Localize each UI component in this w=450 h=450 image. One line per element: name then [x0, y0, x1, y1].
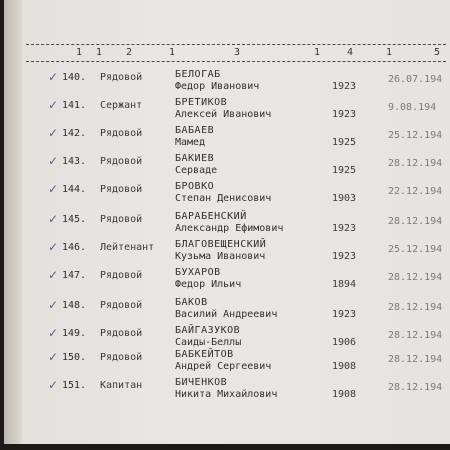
entry-given-name: Степан Денисович [175, 193, 272, 204]
entry-given-name: Никита Михайлович [175, 389, 278, 400]
entry-given-name: Мамед [175, 137, 206, 148]
entry-birth-year: 1923 [332, 223, 357, 234]
entry-rank: Лейтенант [100, 242, 155, 253]
entry-birth-year: 1923 [332, 81, 357, 92]
check-mark-icon: ✓ [48, 126, 59, 140]
entry-given-name: Василий Андреевич [175, 309, 278, 320]
entry-number: 148. [62, 300, 87, 311]
check-mark-icon: ✓ [48, 326, 59, 340]
entry-rank: Рядовой [100, 72, 143, 83]
entry-given-name: Андрей Сергеевич [175, 361, 272, 372]
entry-birth-year: 1908 [332, 389, 357, 400]
column-separator: 1 [386, 47, 393, 58]
entry-rank: Сержант [100, 100, 143, 111]
entry-surname: БАЙГАЗУКОВ [175, 325, 241, 336]
entry-number: 146. [62, 242, 87, 253]
table-row [4, 240, 450, 268]
entry-surname: БАКОВ [175, 297, 208, 308]
register-page [4, 0, 450, 444]
entry-birth-year: 1894 [332, 279, 357, 290]
entry-number: 151. [62, 380, 87, 391]
check-mark-icon: ✓ [48, 154, 59, 168]
entry-given-name: Кузьма Иванович [175, 251, 266, 262]
entry-rank: Рядовой [100, 156, 143, 167]
entry-birth-year: 1903 [332, 193, 357, 204]
entry-number: 141. [62, 100, 87, 111]
entry-date: 26.07.194 [388, 74, 443, 85]
entry-birth-year: 1908 [332, 361, 357, 372]
check-mark-icon: ✓ [48, 70, 59, 84]
table-row [4, 70, 450, 98]
check-mark-icon: ✓ [48, 298, 59, 312]
entry-surname: БАРАБЕНСКИЙ [175, 211, 247, 222]
entry-surname: БАБАЕВ [175, 125, 215, 136]
table-row [4, 182, 450, 210]
column-number-date: 5 [434, 47, 441, 58]
entry-date: 28.12.194 [388, 216, 443, 227]
check-mark-icon: ✓ [48, 268, 59, 282]
column-separator: 1 [169, 47, 176, 58]
entry-surname: БАБКЕЙТОВ [175, 349, 234, 360]
entry-date: 9.08.194 [388, 102, 437, 113]
entry-given-name: Федор Ильич [175, 279, 242, 290]
entry-date: 28.12.194 [388, 158, 443, 169]
entry-date: 28.12.194 [388, 382, 443, 393]
check-mark-icon: ✓ [48, 378, 59, 392]
entry-rank: Рядовой [100, 300, 143, 311]
entry-number: 143. [62, 156, 87, 167]
entry-birth-year: 1923 [332, 309, 357, 320]
entry-rank: Рядовой [100, 328, 143, 339]
entry-number: 149. [62, 328, 87, 339]
entry-number: 150. [62, 352, 87, 363]
entry-date: 22.12.194 [388, 186, 443, 197]
entry-rank: Рядовой [100, 352, 143, 363]
entry-rank: Рядовой [100, 128, 143, 139]
entry-rank: Капитан [100, 380, 143, 391]
header-rule-bottom [26, 61, 446, 62]
entry-given-name: Серваде [175, 165, 218, 176]
table-row [4, 268, 450, 296]
entry-date: 28.12.194 [388, 330, 443, 341]
entry-rank: Рядовой [100, 184, 143, 195]
entry-surname: БРЕТИКОВ [175, 97, 228, 108]
table-row [4, 98, 450, 126]
table-row [4, 378, 450, 406]
entry-rank: Рядовой [100, 270, 143, 281]
column-number-rank: 2 [126, 47, 133, 58]
entry-surname: БИЧЕНКОВ [175, 377, 228, 388]
entry-birth-year: 1923 [332, 251, 357, 262]
check-mark-icon: ✓ [48, 182, 59, 196]
entry-birth-year: 1923 [332, 109, 357, 120]
entry-rank: Рядовой [100, 214, 143, 225]
entry-surname: БЕЛОГАБ [175, 69, 221, 80]
entry-surname: БРОВКО [175, 181, 215, 192]
column-separator: 1 [76, 47, 83, 58]
table-row [4, 212, 450, 240]
entry-given-name: Александр Ефимович [175, 223, 284, 234]
entry-given-name: Саиды-Беллы [175, 337, 242, 348]
table-row [4, 154, 450, 182]
entry-date: 25.12.194 [388, 130, 443, 141]
entry-surname: БУХАРОВ [175, 267, 221, 278]
entry-birth-year: 1925 [332, 137, 357, 148]
entry-number: 140. [62, 72, 87, 83]
entry-given-name: Алексей Иванович [175, 109, 272, 120]
column-number-name: 3 [234, 47, 241, 58]
entry-date: 28.12.194 [388, 302, 443, 313]
entry-number: 147. [62, 270, 87, 281]
entry-birth-year: 1906 [332, 337, 357, 348]
entry-given-name: Федор Иванович [175, 81, 260, 92]
entry-surname: БАКИЕВ [175, 153, 215, 164]
check-mark-icon: ✓ [48, 240, 59, 254]
table-row [4, 350, 450, 378]
entry-date: 28.12.194 [388, 272, 443, 283]
entry-number: 144. [62, 184, 87, 195]
entry-birth-year: 1925 [332, 165, 357, 176]
check-mark-icon: ✓ [48, 212, 59, 226]
column-separator: 1 [96, 47, 103, 58]
table-row [4, 126, 450, 154]
column-number-year: 4 [347, 47, 354, 58]
entry-date: 28.12.194 [388, 354, 443, 365]
check-mark-icon: ✓ [48, 98, 59, 112]
check-mark-icon: ✓ [48, 350, 59, 364]
entry-surname: БЛАГОВЕЩЕНСКИЙ [175, 239, 267, 250]
column-separator: 1 [314, 47, 321, 58]
table-row [4, 298, 450, 326]
header-rule-top [26, 44, 446, 45]
entry-date: 25.12.194 [388, 244, 443, 255]
entry-number: 142. [62, 128, 87, 139]
entry-number: 145. [62, 214, 87, 225]
